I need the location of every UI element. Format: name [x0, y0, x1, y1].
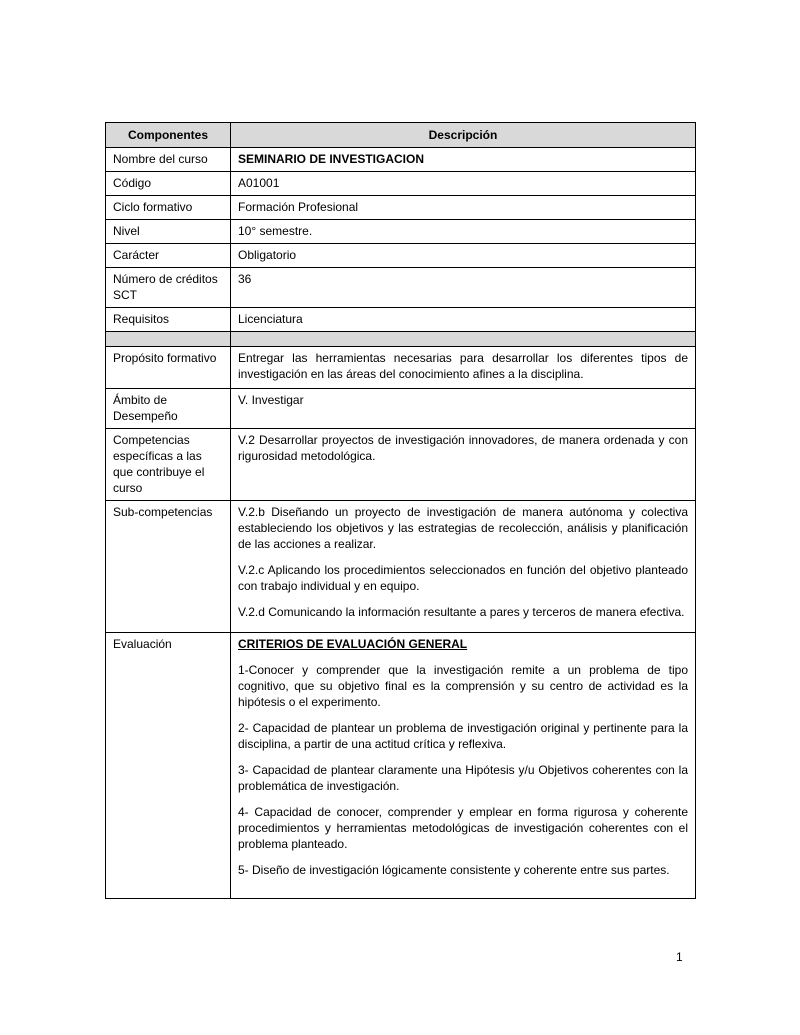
row-value-competencias-especificas	[231, 429, 696, 501]
sub-competencia-v2d: V.2.d Comunicando la información resultante a pares y terceros de manera efectiva.	[238, 605, 685, 619]
criteria-item-4: 4- Capacidad de conocer, comprender y emplear en forma rigurosa y coherente procedimientos y herramientas metodológicas de investigación coherentes con el problema planteado.	[238, 805, 688, 851]
row-label-requisitos: Requisitos	[106, 308, 231, 332]
separator-cell-left	[106, 332, 231, 347]
sub-competencia-v2b: V.2.b Diseñando un proyecto de investigación de manera autónoma y colectiva estableciendo los objetivos y las estrategias de recolección, análisis y planificación de las acciones a realizar.	[238, 505, 688, 551]
table-row	[106, 308, 696, 332]
criteria-item-3: 3- Capacidad de plantear claramente una Hipótesis y/u Objetivos coherentes con la problemática de investigación.	[238, 763, 688, 793]
row-label-nombre-del-curso: Nombre del curso	[106, 148, 231, 172]
row-value-caracter: Obligatorio	[231, 244, 696, 268]
row-label-competencias-especificas: Competencias específicas a las que contribuye el curso	[106, 429, 231, 501]
row-label-codigo: Código	[106, 172, 231, 196]
row-label-proposito-formativo: Propósito formativo	[106, 347, 231, 389]
header-descripcion: Descripción	[231, 123, 696, 148]
row-value-proposito-formativo	[231, 347, 696, 389]
table-row	[106, 244, 696, 268]
competencia-paragraph: V.2 Desarrollar proyectos de investigación innovadores, de manera ordenada y con rigurosidad metodológica.	[238, 433, 688, 463]
criteria-item-1: 1-Conocer y comprender que la investigación remite a un problema de tipo cognitivo, que su objetivo final es la comprensión y su centro de actividad es la hipótesis o el experimento.	[238, 663, 688, 709]
table-row	[106, 429, 696, 501]
table-row	[106, 501, 696, 633]
table-row	[106, 389, 696, 429]
row-value-nombre-del-curso: SEMINARIO DE INVESTIGACION	[231, 148, 696, 172]
criteria-item-2: 2- Capacidad de plantear un problema de investigación original y pertinente para la disciplina, a partir de una actitud crítica y reflexiva.	[238, 721, 688, 751]
course-info-table	[105, 122, 696, 899]
table-row	[106, 172, 696, 196]
proposito-paragraph: Entregar las herramientas necesarias para desarrollar los diferentes tipos de investigación en las áreas del conocimiento afines a la disciplina.	[238, 351, 688, 381]
row-value-numero-creditos: 36	[231, 268, 696, 308]
page-number: 1	[676, 950, 683, 964]
row-value-sub-competencias	[231, 501, 696, 633]
table-row	[106, 268, 696, 308]
row-label-ciclo-formativo: Ciclo formativo	[106, 196, 231, 220]
row-value-evaluacion	[231, 633, 696, 899]
row-value-ciclo-formativo: Formación Profesional	[231, 196, 696, 220]
row-label-nivel: Nivel	[106, 220, 231, 244]
row-label-caracter: Carácter	[106, 244, 231, 268]
row-value-nivel: 10° semestre.	[231, 220, 696, 244]
row-label-sub-competencias: Sub-competencias	[106, 501, 231, 633]
separator-row	[106, 332, 696, 347]
table-row	[106, 633, 696, 899]
row-value-requisitos: Licenciatura	[231, 308, 696, 332]
row-label-ambito-desempeno: Ámbito de Desempeño	[106, 389, 231, 429]
separator-cell-right	[231, 332, 696, 347]
table-header-row	[106, 123, 696, 148]
sub-competencia-v2c: V.2.c Aplicando los procedimientos seleccionados en función del objetivo planteado con trabajo individual y en equipo.	[238, 563, 688, 593]
table-row	[106, 347, 696, 389]
row-label-evaluacion: Evaluación	[106, 633, 231, 899]
row-label-numero-creditos: Número de créditos SCT	[106, 268, 231, 308]
criteria-heading: CRITERIOS DE EVALUACIÓN GENERAL	[238, 637, 468, 651]
table-row	[106, 220, 696, 244]
header-componentes: Componentes	[106, 123, 231, 148]
row-value-codigo: A01001	[231, 172, 696, 196]
criteria-item-5: 5- Diseño de investigación lógicamente consistente y coherente entre sus partes.	[238, 863, 670, 877]
table-row	[106, 148, 696, 172]
row-value-ambito-desempeno: V. Investigar	[231, 389, 696, 429]
table-row	[106, 196, 696, 220]
